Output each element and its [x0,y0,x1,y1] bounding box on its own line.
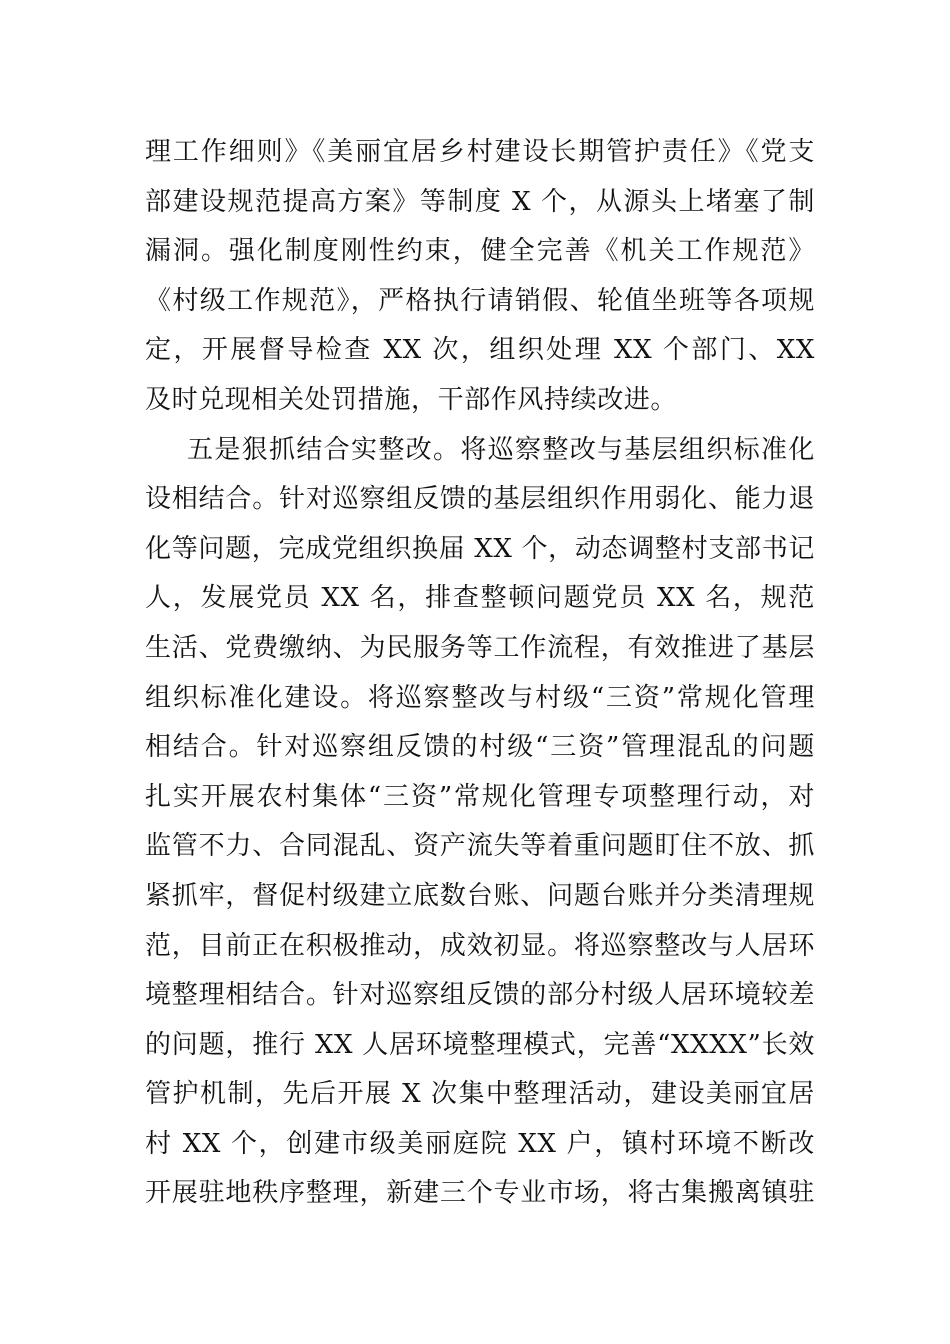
paragraph-line: 定，开展督导检查 XX 次，组织处理 XX 个部门、XX [145,335,815,366]
paragraph-line: 理工作细则》《美丽宜居乡村建设长期管护责任》《党支 [145,137,815,167]
paragraph-line: 组织标准化建设。将巡察整改与村级“三资”常规化管理 [145,682,815,713]
paragraph-line: 部建设规范提高方案》等制度 X 个，从源头上堵塞了制 [145,186,815,217]
document-body-text [145,128,815,1219]
paragraph-line: 扎实开展农村集体“三资”常规化管理专项整理行动，对 [145,781,815,812]
paragraph-line: 《村级工作规范》，严格执行请销假、轮值坐班等各项规 [145,285,815,316]
paragraph-line: 五是狠抓结合实整改。将巡察整改与基层组织标准化 [187,434,815,465]
paragraph-line: 范，目前正在积极推动，成效初显。将巡察整改与人居环 [145,930,815,961]
paragraph-line: 监管不力、合同混乱、资产流失等着重问题盯住不放、抓 [145,831,815,862]
paragraph-line: 村 XX 个，创建市级美丽庭院 XX 户，镇村环境不断改 [145,1128,815,1159]
paragraph-line: 生活、党费缴纳、为民服务等工作流程，有效推进了基层 [145,632,815,663]
paragraph-line: 境整理相结合。针对巡察组反馈的部分村级人居环境较差 [145,980,815,1011]
paragraph-line: 漏洞。强化制度刚性约束，健全完善《机关工作规范》 [145,236,815,267]
paragraph-line: 人，发展党员 XX 名，排查整顿问题党员 XX 名，规范 [145,583,815,614]
paragraph-line: 设相结合。针对巡察组反馈的基层组织作用弱化、能力退 [145,484,815,515]
paragraph-line: 紧抓牢，督促村级建立底数台账、问题台账并分类清理规 [145,880,815,911]
paragraph-line: 的问题，推行 XX 人居环境整理模式，完善“XXXX”长效 [145,1029,815,1060]
paragraph-line: 相结合。针对巡察组反馈的村级“三资”管理混乱的问题 [145,732,815,763]
paragraph-line: 化等问题，完成党组织换届 XX 个，动态调整村支部书记 [145,533,815,564]
paragraph-line: 管护机制，先后开展 X 次集中整理活动，建设美丽宜居 [145,1079,815,1110]
paragraph-line: 及时兑现相关处罚措施，干部作风持续改进。 [145,384,678,415]
paragraph-line: 开展驻地秩序整理，新建三个专业市场，将古集搬离镇驻 [145,1178,815,1209]
